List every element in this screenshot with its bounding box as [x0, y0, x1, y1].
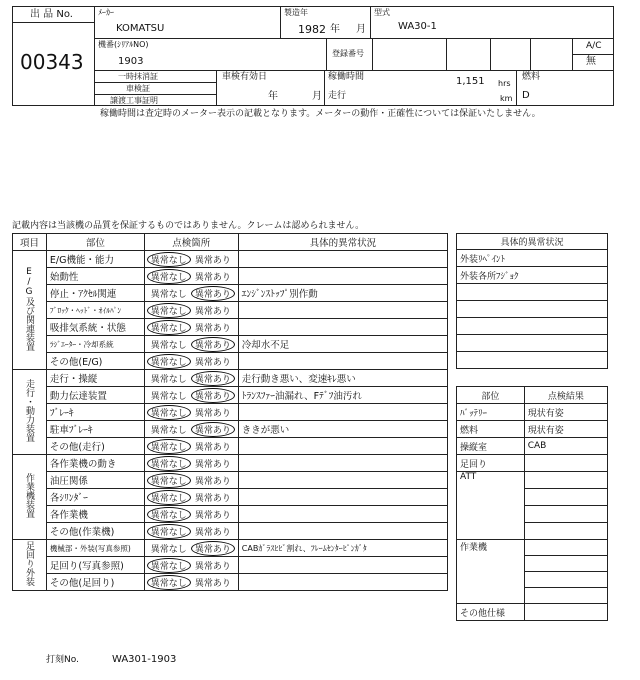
status-normal: 異常なし [147, 524, 191, 539]
status-cell [144, 370, 238, 387]
table-row [13, 387, 448, 404]
detail-cell [238, 506, 447, 523]
detail-cell [238, 251, 447, 268]
col-header: 項目 [13, 234, 47, 251]
shuppin-label: 出 品 No. [30, 9, 73, 20]
result-value [524, 472, 607, 489]
table-row [457, 267, 608, 284]
status-abnormal: 異常あり [194, 527, 231, 538]
table-row [13, 574, 448, 591]
result-part: ﾊﾞｯﾃﾘｰ [457, 404, 525, 421]
table-row [457, 352, 608, 369]
table-row [457, 472, 608, 489]
side-detail-cell [457, 301, 608, 318]
status-abnormal: 異常あり [194, 476, 231, 487]
result-value [524, 572, 607, 588]
status-abnormal: 異常あり [191, 337, 235, 352]
inspection-table [12, 233, 448, 591]
detail-cell [238, 523, 447, 540]
status-abnormal: 異常あり [194, 459, 231, 470]
status-normal: 異常なし [147, 507, 191, 522]
status-normal: 異常なし [147, 405, 191, 420]
detail-cell: ｴﾝｼﾞﾝｽﾄｯﾌﾟ別作動 [238, 285, 447, 302]
month-unit: 月 [356, 24, 366, 35]
result-part: 燃料 [457, 421, 525, 438]
year-unit: 年 [330, 24, 340, 35]
status-normal: 異常なし [147, 269, 191, 284]
result-value: CAB [524, 438, 607, 455]
status-abnormal: 異常あり [191, 388, 235, 403]
header-divider [326, 38, 327, 70]
inspect-year-unit: 年 [268, 91, 278, 102]
part-cell: その他(E/G) [46, 353, 144, 370]
table-row [13, 506, 448, 523]
detail-cell [238, 319, 447, 336]
part-cell: 機械部・外装(写真参照) [46, 540, 144, 557]
stamp-label: 打刻No. [46, 655, 79, 665]
serial-label: 機番(ｼﾘｱﾙNO) [98, 40, 149, 49]
table-row [13, 251, 448, 268]
header-divider [94, 38, 614, 39]
status-abnormal: 異常あり [194, 493, 231, 504]
result-value [524, 604, 607, 621]
shuppin-number: 00343 [20, 50, 84, 74]
part-cell: 走行・操縦 [46, 370, 144, 387]
header-divider [372, 38, 373, 70]
table-header-row [457, 234, 608, 250]
status-cell [144, 557, 238, 574]
part-cell: 動力伝達装置 [46, 387, 144, 404]
car-cert-label: 車検証 [126, 84, 150, 93]
side-detail-cell: 外装各所ﾌｼﾞｮｸ [457, 267, 608, 284]
part-cell: ﾌﾞﾛｯｸ・ﾍｯﾄﾞ・ｵｲﾙﾊﾟﾝ [46, 302, 144, 319]
model-label: 型式 [374, 8, 390, 17]
part-cell: 駐車ﾌﾞﾚｰｷ [46, 421, 144, 438]
detail-cell [238, 353, 447, 370]
maker-value: KOMATSU [116, 23, 165, 34]
status-abnormal: 異常あり [191, 422, 235, 437]
table-row [13, 285, 448, 302]
table-row [457, 455, 608, 472]
status-normal: 異常なし [150, 544, 187, 555]
side-detail-table [456, 233, 608, 369]
status-normal: 異常なし [147, 575, 191, 590]
header-divider [94, 94, 216, 95]
status-cell [144, 574, 238, 591]
side-detail-cell [457, 284, 608, 301]
hours-note: 稼働時間は査定時のメーター表示の記載となります。メーターの動作・正確性については保証いたしません。 [100, 109, 541, 119]
status-abnormal: 異常あり [194, 357, 231, 368]
side-detail-cell [457, 335, 608, 352]
table-row [13, 353, 448, 370]
col-header: 具体的異常状況 [457, 234, 608, 250]
status-cell [144, 251, 238, 268]
header-divider [530, 38, 531, 70]
col-header: 点検結果 [524, 387, 607, 404]
status-cell [144, 489, 238, 506]
status-normal: 異常なし [150, 391, 187, 402]
result-value [524, 523, 607, 540]
table-row [457, 284, 608, 301]
table-row [13, 421, 448, 438]
detail-cell: 走行動き悪い、変速ｷﾚ悪い [238, 370, 447, 387]
status-abnormal: 異常あり [194, 272, 231, 283]
status-cell [144, 421, 238, 438]
status-cell [144, 268, 238, 285]
detail-cell: ききが悪い [238, 421, 447, 438]
hours-value: 1,151 [456, 76, 485, 87]
detail-cell: CABｶﾞﾗｽﾋﾋﾞ割れ、ﾌﾚｰﾑｾﾝﾀｰﾋﾟﾝｶﾞﾀ [238, 540, 447, 557]
status-abnormal: 異常あり [194, 578, 231, 589]
status-cell [144, 455, 238, 472]
part-cell: 停止・ｱｸｾﾙ関連 [46, 285, 144, 302]
table-row [13, 540, 448, 557]
table-row [13, 404, 448, 421]
status-abnormal: 異常あり [191, 541, 235, 556]
year-label: 製造年 [284, 8, 308, 17]
detail-cell [238, 268, 447, 285]
status-cell [144, 336, 238, 353]
status-cell [144, 506, 238, 523]
header-divider [516, 70, 517, 106]
status-normal: 異常なし [147, 456, 191, 471]
table-row [13, 370, 448, 387]
table-row [13, 268, 448, 285]
section-label: その他仕様 [457, 604, 525, 621]
result-value [524, 556, 607, 572]
fuel-label: 燃料 [522, 72, 541, 82]
header-divider [370, 6, 371, 38]
part-cell: 油圧関係 [46, 472, 144, 489]
table-row [457, 335, 608, 352]
disclaimer: 記載内容は当該機の品質を保証するものではありません。クレームは認められません。 [12, 221, 365, 231]
table-header-row [13, 234, 448, 251]
status-cell [144, 404, 238, 421]
table-row [457, 438, 608, 455]
status-abnormal: 異常あり [191, 286, 235, 301]
status-normal: 異常なし [147, 303, 191, 318]
status-cell [144, 302, 238, 319]
model-value: WA30-1 [398, 21, 437, 32]
table-row [13, 302, 448, 319]
status-normal: 異常なし [147, 252, 191, 267]
status-normal: 異常なし [147, 490, 191, 505]
stamp-value: WA301-1903 [112, 654, 177, 665]
result-part: 操縦室 [457, 438, 525, 455]
part-cell: ﾌﾞﾚｰｷ [46, 404, 144, 421]
col-header: 部位 [46, 234, 144, 251]
status-cell [144, 285, 238, 302]
table-row [457, 301, 608, 318]
inspect-result-table [456, 386, 608, 621]
table-row [457, 540, 608, 556]
status-normal: 異常なし [150, 340, 187, 351]
year-value: 1982 [298, 23, 326, 36]
group-name: 足回り外装 [23, 541, 34, 586]
temp-cert-label: 一時抹消証 [118, 72, 158, 81]
group-name: 作業機装置 [23, 473, 34, 518]
col-header: 点検箇所 [144, 234, 238, 251]
ac-label: A/C [586, 41, 602, 51]
status-cell [144, 540, 238, 557]
status-cell [144, 319, 238, 336]
section-label: ATT [457, 472, 525, 540]
inspect-label: 車検有効日 [222, 72, 268, 82]
status-cell [144, 523, 238, 540]
table-row [13, 523, 448, 540]
status-cell [144, 438, 238, 455]
maker-label: ﾒｰｶｰ [98, 8, 114, 17]
table-row [13, 489, 448, 506]
status-abnormal: 異常あり [194, 561, 231, 572]
travel-label: 走行 [328, 91, 347, 101]
side-detail-cell [457, 318, 608, 335]
header-divider [94, 70, 614, 71]
result-value [524, 489, 607, 506]
col-header: 部位 [457, 387, 525, 404]
status-normal: 異常なし [147, 354, 191, 369]
header-divider [216, 70, 217, 106]
table-row [13, 455, 448, 472]
ac-value: 無 [586, 56, 596, 67]
table-row [13, 438, 448, 455]
status-cell [144, 472, 238, 489]
header-divider [94, 82, 216, 83]
table-row [457, 421, 608, 438]
detail-cell [238, 438, 447, 455]
detail-cell [238, 557, 447, 574]
header-divider [572, 54, 614, 55]
detail-cell [238, 302, 447, 319]
part-cell: 吸排気系統・状態 [46, 319, 144, 336]
table-row [13, 557, 448, 574]
side-detail-cell [457, 352, 608, 369]
status-cell [144, 387, 238, 404]
table-row [457, 604, 608, 621]
status-normal: 異常なし [147, 473, 191, 488]
group-label [13, 251, 47, 370]
group-label [13, 370, 47, 455]
part-cell: その他(作業機) [46, 523, 144, 540]
status-cell [144, 353, 238, 370]
serial-value: 1903 [118, 56, 144, 67]
part-cell: その他(足回り) [46, 574, 144, 591]
transfer-cert-label: 譲渡工事証明 [110, 96, 158, 105]
part-cell: ﾗｼﾞｴｰﾀｰ・冷却系統 [46, 336, 144, 353]
table-row [13, 336, 448, 353]
section-label: 作業機 [457, 540, 525, 604]
reg-label: 登録番号 [332, 49, 364, 58]
header-divider [446, 38, 447, 70]
header-divider [490, 38, 491, 70]
side-detail-cell: 外装ﾘﾍﾟｲﾝﾄ [457, 250, 608, 267]
detail-cell: 冷却水不足 [238, 336, 447, 353]
status-abnormal: 異常あり [194, 408, 231, 419]
hours-label: 稼働時間 [328, 72, 365, 82]
part-cell: 各ｼﾘﾝﾀﾞｰ [46, 489, 144, 506]
table-row [457, 318, 608, 335]
part-cell: 始動性 [46, 268, 144, 285]
header-divider [324, 70, 325, 106]
table-row [13, 319, 448, 336]
col-header: 具体的異常状況 [238, 234, 447, 251]
group-label [13, 540, 47, 591]
result-value: 現状有姿 [524, 404, 607, 421]
detail-cell [238, 404, 447, 421]
result-part: 足回り [457, 455, 525, 472]
part-cell: 各作業機 [46, 506, 144, 523]
detail-cell [238, 455, 447, 472]
detail-cell: ﾄﾗﾝｽﾌｧｰ油漏れ、Fﾃﾞﾌ油汚れ [238, 387, 447, 404]
status-normal: 異常なし [147, 320, 191, 335]
result-value [524, 588, 607, 604]
status-abnormal: 異常あり [194, 323, 231, 334]
status-abnormal: 異常あり [194, 306, 231, 317]
travel-unit: km [500, 94, 513, 103]
fuel-value: D [522, 90, 530, 101]
result-value [524, 540, 607, 556]
header-divider [94, 6, 95, 106]
header-divider [12, 22, 94, 23]
result-value [524, 506, 607, 523]
table-row [457, 250, 608, 267]
status-normal: 異常なし [150, 374, 187, 385]
group-name: E/G及び関連装置 [23, 266, 34, 351]
status-normal: 異常なし [150, 425, 187, 436]
header-divider [280, 6, 281, 38]
status-normal: 異常なし [147, 439, 191, 454]
group-name: 走行・動力装置 [23, 379, 34, 442]
inspect-month-unit: 月 [312, 91, 322, 102]
part-cell: 各作業機の動き [46, 455, 144, 472]
detail-cell [238, 489, 447, 506]
detail-cell [238, 574, 447, 591]
group-label [13, 455, 47, 540]
result-value [524, 455, 607, 472]
status-normal: 異常なし [150, 289, 187, 300]
part-cell: E/G機能・能力 [46, 251, 144, 268]
table-header-row [457, 387, 608, 404]
status-normal: 異常なし [147, 558, 191, 573]
part-cell: その他(走行) [46, 438, 144, 455]
status-abnormal: 異常あり [194, 255, 231, 266]
status-abnormal: 異常あり [194, 442, 231, 453]
part-cell: 足回り(写真参照) [46, 557, 144, 574]
detail-cell [238, 472, 447, 489]
result-value: 現状有姿 [524, 421, 607, 438]
table-row [13, 472, 448, 489]
hours-unit: hrs [498, 79, 511, 88]
status-abnormal: 異常あり [191, 371, 235, 386]
status-abnormal: 異常あり [194, 510, 231, 521]
table-row [457, 404, 608, 421]
